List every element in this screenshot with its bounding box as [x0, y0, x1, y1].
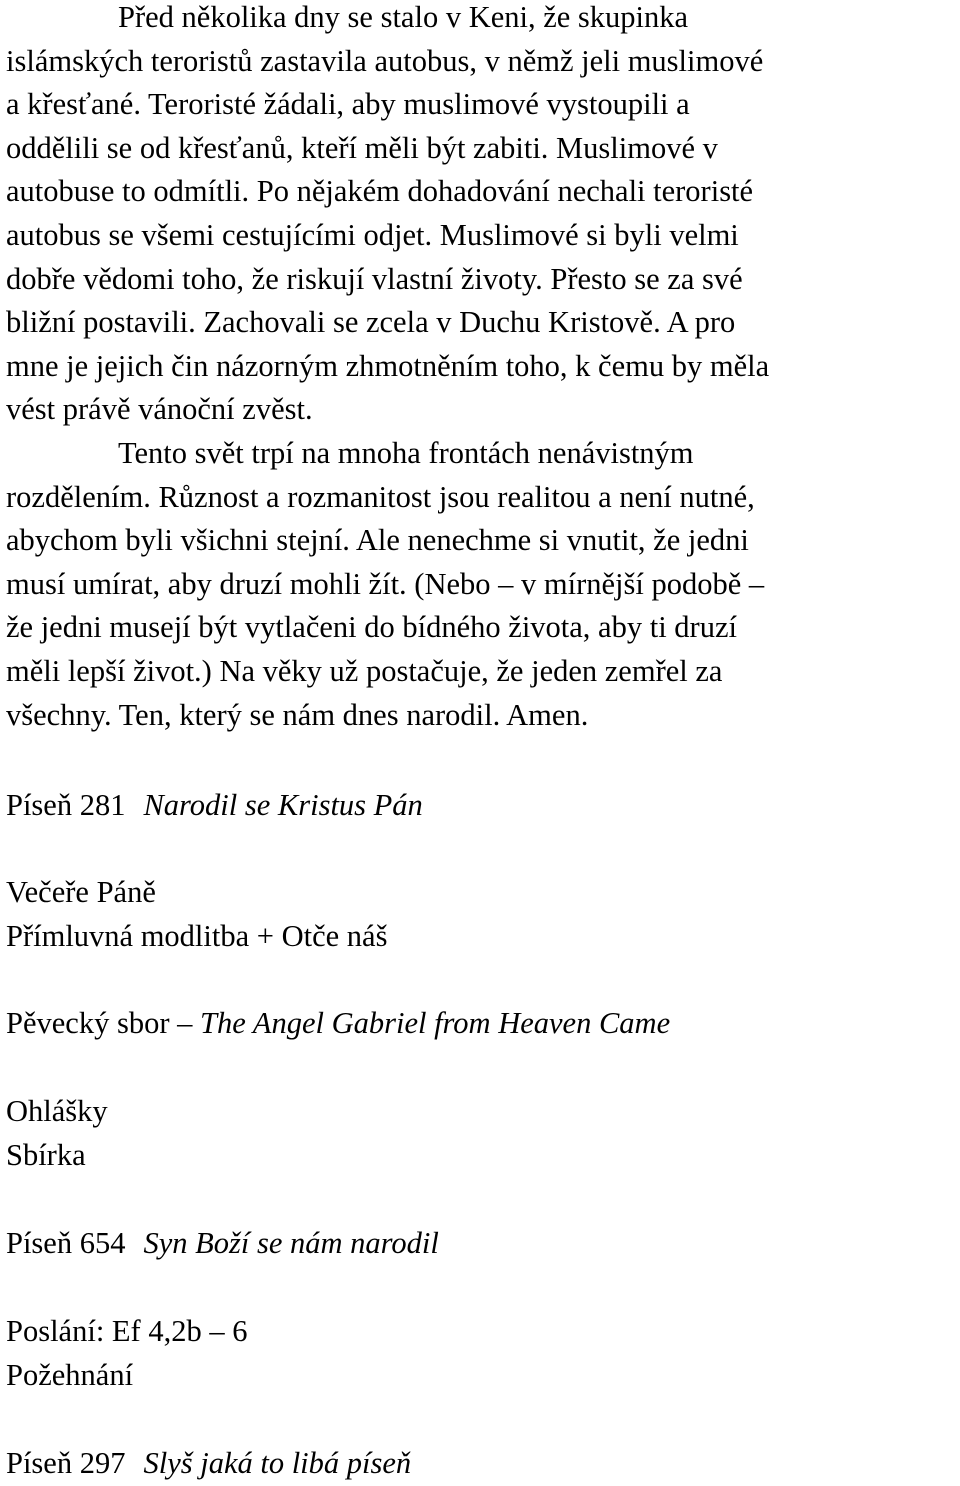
song-title: Syn Boží se nám narodil [143, 1226, 439, 1260]
sermon-line: Před několika dny se stalo v Keni, že skupinka [118, 0, 689, 34]
song-281-line [6, 784, 423, 828]
song-title: Narodil se Kristus Pán [143, 788, 423, 822]
song-297-line [6, 1442, 411, 1486]
sermon-line: autobus se všemi cestujícími odjet. Muslimové si byli velmi [6, 217, 739, 252]
sermon-line: islámských teroristů zastavila autobus, v němž jeli muslimové [6, 43, 764, 78]
choir-title: The Angel Gabriel from Heaven Came [199, 1006, 671, 1040]
sermon-line: dobře vědomi toho, že riskují vlastní životy. Přesto se za své [6, 261, 743, 296]
sermon-line: autobuse to odmítli. Po nějakém dohadování nechali teroristé [6, 174, 754, 209]
sermon-line: rozdělením. Různost a rozmanitost jsou realitou a není nutné, [6, 479, 755, 514]
blessing-line: Požehnání [6, 1358, 134, 1392]
communion-line: Večeře Páně [6, 875, 156, 909]
prayer-line: Přímluvná modlitba + Otče náš [6, 919, 388, 953]
sermon-line: a křesťané. Teroristé žádali, aby muslimové vystoupili a [6, 87, 690, 122]
sermon-line: měli lepší život.) Na věky už postačuje, že jeden zemřel za [6, 653, 723, 688]
collection-line: Sbírka [6, 1138, 86, 1172]
choir-label: Pěvecký sbor – [6, 1006, 193, 1040]
sermon-line: bližní postavili. Zachovali se zcela v Duchu Kristově. A pro [6, 305, 736, 340]
song-label: Píseň 297 [6, 1446, 126, 1480]
song-654-line [6, 1222, 439, 1266]
sermon-line: oddělili se od křesťanů, kteří měli být zabiti. Muslimové v [6, 130, 718, 165]
sermon-line: Tento svět trpí na mnoha frontách nenávistným [118, 435, 694, 470]
sermon-line: vést právě vánoční zvěst. [6, 392, 313, 427]
sermon-line: musí umírat, aby druzí mohli žít. (Nebo – v mírnější podobě – [6, 566, 765, 601]
sermon-line: že jedni musejí být vytlačeni do bídného života, aby ti druzí [6, 610, 737, 645]
song-title: Slyš jaká to libá píseň [143, 1446, 412, 1480]
song-label: Píseň 281 [6, 788, 126, 822]
sermon-line: abychom byli všichni stejní. Ale nenechme si vnutit, že jedni [6, 523, 749, 558]
sending-line: Poslání: Ef 4,2b – 6 [6, 1314, 248, 1348]
song-label: Píseň 654 [6, 1226, 126, 1260]
announcements-line: Ohlášky [6, 1094, 108, 1128]
sermon-line: všechny. Ten, který se nám dnes narodil. Amen. [6, 697, 589, 732]
sermon-text [6, 0, 956, 737]
choir-line [6, 1002, 670, 1046]
sermon-line: mne je jejich čin názorným zhmotněním toho, k čemu by měla [6, 348, 770, 383]
